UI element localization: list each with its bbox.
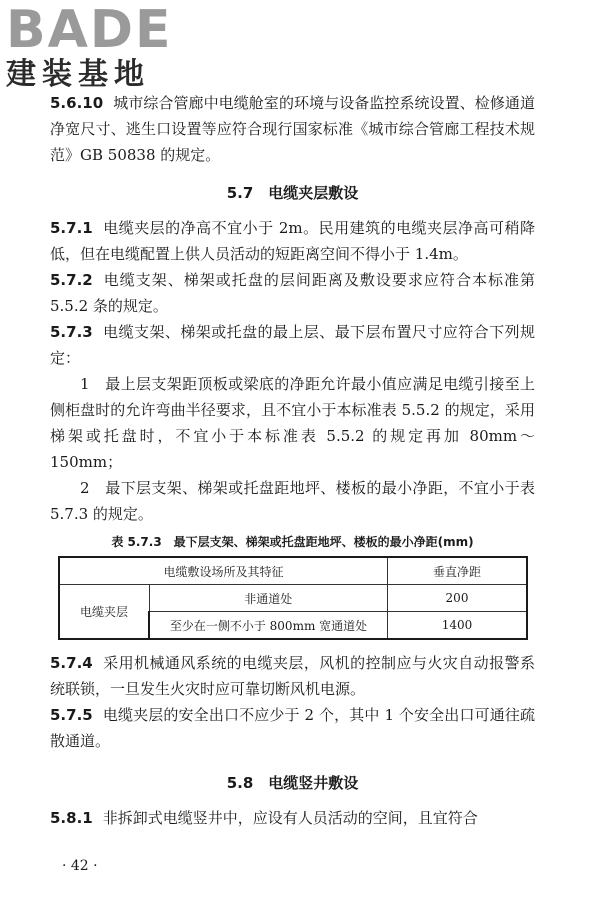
clause-text: 电缆夹层的净高不宜小于 2m。民用建筑的电缆夹层净高可稍降低，但在电缆配置上供人员活动的短距离空间不得小于 1.4m。 bbox=[50, 219, 535, 263]
clause-text: 电缆支架、梯架或托盘的最上层、最下层布置尺寸应符合下列规定： bbox=[50, 323, 535, 367]
page-number: · 42 · bbox=[62, 858, 98, 874]
clause-number: 5.7.2 bbox=[50, 271, 93, 289]
value-cell: 1400 bbox=[388, 612, 528, 640]
table-row bbox=[59, 585, 527, 612]
section-heading-5-8: 5.8 电缆竖井敷设 bbox=[226, 774, 359, 792]
section-heading-5-7: 5.7 电缆夹层敷设 bbox=[226, 184, 359, 202]
clause-text: 非拆卸式电缆竖井中，应设有人员活动的空间，且宜符合 bbox=[102, 809, 478, 827]
header-value: 垂直净距 bbox=[388, 557, 528, 585]
clause-number: 5.7.5 bbox=[50, 706, 93, 724]
clause-number: 5.6.10 bbox=[50, 94, 104, 112]
clause-number: 5.7.3 bbox=[50, 323, 93, 341]
clause-text: 电缆夹层的安全出口不应少于 2 个，其中 1 个安全出口可通往疏散通道。 bbox=[50, 706, 535, 750]
value-cell: 200 bbox=[388, 585, 528, 612]
clause-number: 5.8.1 bbox=[50, 809, 93, 827]
table-caption: 表 5.7.3 最下层支架、梯架或托盘距地坪、楼板的最小净距(mm) bbox=[111, 535, 474, 549]
clause-5-6-10 bbox=[50, 90, 535, 168]
condition-cell: 至少在一侧不小于 800mm 宽通道处 bbox=[149, 612, 388, 640]
clause-number: 5.7.4 bbox=[50, 654, 93, 672]
clause-text: 城市综合管廊中电缆舱室的环境与设备监控系统设置、检修通道净宽尺寸、逃生口设置等应符合现行国家标准《城市综合管廊工程技术规范》GB 50838 的规定。 bbox=[50, 94, 535, 164]
bade-logo bbox=[6, 0, 176, 92]
clause-text: 电缆支架、梯架或托盘的层间距离及敷设要求应符合本标准第 5.5.2 条的规定。 bbox=[50, 271, 535, 315]
clause-5-7-3 bbox=[50, 319, 535, 371]
clause-5-7-3-item-1: 1 最上层支架距顶板或梁底的净距允许最小值应满足电缆引接至上侧柜盘时的允许弯曲半径要求，且不宜小于本标准表 5.5.2 的规定，采用梯架或托盘时，不宜小于本标准表 5.5.2 的规定再加 80mm～150mm； bbox=[50, 375, 535, 471]
clearance-table bbox=[58, 556, 528, 640]
logo-subtitle: 建装基地 bbox=[6, 57, 150, 92]
clause-number: 5.7.1 bbox=[50, 219, 93, 237]
clause-5-7-4 bbox=[50, 650, 535, 702]
document-body bbox=[50, 90, 535, 831]
logo-brand-text: BADE bbox=[6, 0, 173, 60]
clause-5-7-5 bbox=[50, 702, 535, 754]
clause-5-8-1 bbox=[50, 805, 535, 831]
clause-5-7-3-item-2: 2 最下层支架、梯架或托盘距地坪、楼板的最小净距，不宜小于表 5.7.3 的规定。 bbox=[50, 479, 535, 523]
table-header-row bbox=[59, 557, 527, 585]
header-feature: 电缆敷设场所及其特征 bbox=[59, 557, 388, 585]
condition-cell: 非通道处 bbox=[149, 585, 388, 612]
group-cell: 电缆夹层 bbox=[59, 585, 149, 640]
clause-5-7-2 bbox=[50, 267, 535, 319]
clause-5-7-1 bbox=[50, 215, 535, 267]
clause-text: 采用机械通风系统的电缆夹层，风机的控制应与火灾自动报警系统联锁，一旦发生火灾时应可靠切断风机电源。 bbox=[50, 654, 535, 698]
